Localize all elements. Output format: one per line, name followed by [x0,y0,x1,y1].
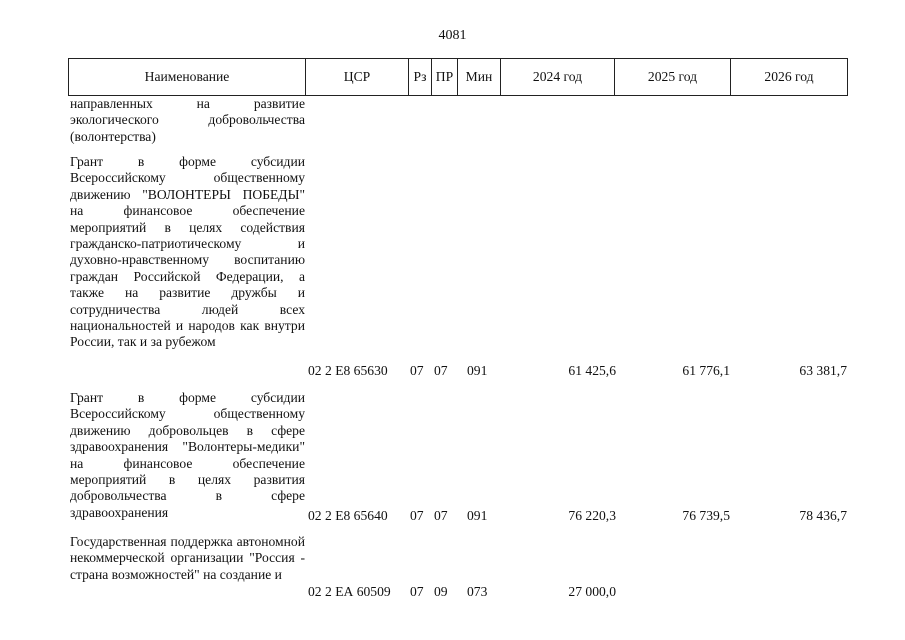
row-pr: 07 [434,363,448,378]
row-min: 073 [467,584,488,599]
header-2026: 2026 год [731,59,848,96]
header-2025: 2025 год [615,59,731,96]
header-min: Мин [458,59,501,96]
row-2024: 61 425,6 [568,363,616,378]
row-name: Грант в форме субсидии Всероссийскому общественному движению добровольцев в сфере здравоохранения "Волонтеры-медики" на финансовое обеспечение мероприятий в целях развития добровольчества в сфере здравоохранения [70,390,305,520]
row-2026: 63 381,7 [799,363,847,378]
row-rz: 07 [410,508,424,523]
row-2025: 61 776,1 [682,363,730,378]
row-name: Грант в форме субсидии Всероссийскому общественному движению "ВОЛОНТЕРЫ ПОБЕДЫ" на финансовое обеспечение мероприятий в целях содействия гражданско-патриотическому и духовно-нравственному воспитанию граждан Российской Федерации, а также на развитие дружбы и сотрудничества людей всех национальностей и народов как внутри России, так и за рубежом [70,154,305,350]
table-header [68,58,848,96]
row-csr: 02 2 Е8 65640 [308,508,388,523]
row-pr: 09 [434,584,448,599]
row-2024: 27 000,0 [568,584,616,599]
row-name: направленных на развитие экологического добровольчества (волонтерства) [70,96,305,144]
row-csr: 02 2 Е8 65630 [308,363,388,378]
row-2026: 78 436,7 [799,508,847,523]
row-2025: 76 739,5 [682,508,730,523]
header-pr: ПР [432,59,458,96]
row-min: 091 [467,508,488,523]
header-csr: ЦСР [306,59,409,96]
row-csr: 02 2 ЕА 60509 [308,584,391,599]
page-number: 4081 [438,28,467,43]
row-min: 091 [467,363,488,378]
header-2024: 2024 год [501,59,615,96]
row-name: Государственная поддержка автономной некоммерческой организации "Россия - страна возможностей" на создание и [70,534,305,582]
row-rz: 07 [410,363,424,378]
row-rz: 07 [410,584,424,599]
row-pr: 07 [434,508,448,523]
header-name: Наименование [69,59,306,96]
header-rz: Рз [409,59,432,96]
row-2024: 76 220,3 [568,508,616,523]
